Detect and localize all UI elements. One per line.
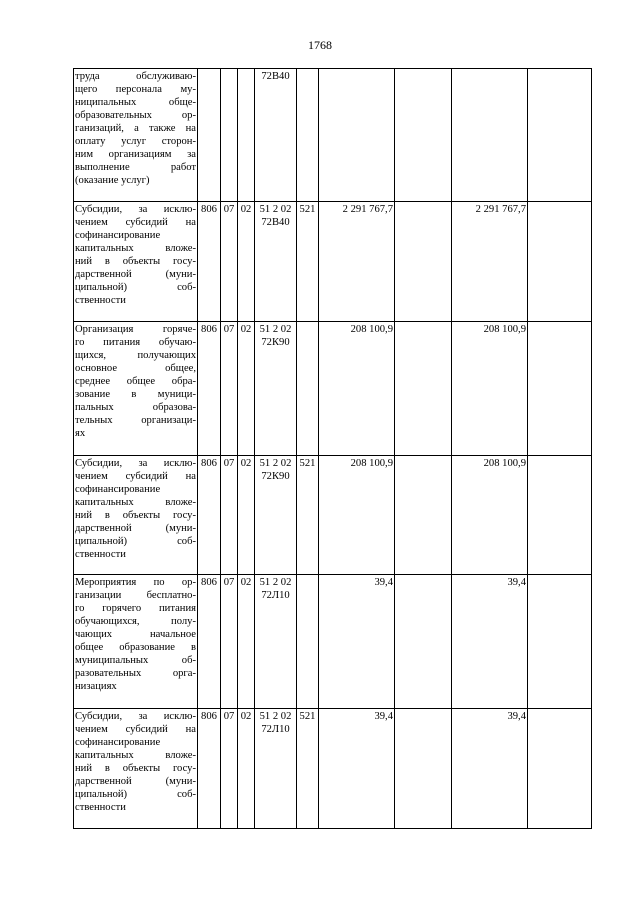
expense-name-line: ниципальных обще- [75, 97, 196, 108]
target-article-line: 51 2 02 [259, 204, 292, 215]
amount-total-cell: 208 100,9 [319, 456, 395, 575]
table-row [74, 456, 592, 575]
expense-type-cell [297, 69, 319, 202]
subsection-code-cell: 02 [238, 322, 255, 456]
amount-cell: 208 100,9 [452, 456, 528, 575]
expense-name-line: обучающихся, полу- [75, 616, 196, 627]
expense-name-line: ний в объекты госу- [75, 510, 196, 521]
expense-name-cell [74, 456, 198, 575]
amount-cell [528, 456, 592, 575]
expense-name-line: (оказание услуг) [75, 175, 150, 186]
expense-name-line: Субсидии, за исклю- [75, 458, 196, 469]
table-row [74, 322, 592, 456]
expense-name-line: основное общее, [75, 363, 196, 374]
target-article-line: 72Л10 [261, 590, 290, 601]
amount-cell [528, 322, 592, 456]
expense-name-cell [74, 202, 198, 322]
expense-name-cell [74, 575, 198, 709]
page-number: 1768 [308, 38, 332, 52]
expense-name-line: чающих начальное [75, 629, 196, 640]
expense-name-line: среднее общее обра- [75, 376, 196, 387]
expense-name-line: капитальных вложе- [75, 497, 196, 508]
target-article-line: 51 2 02 [259, 458, 292, 469]
amount-cell [395, 322, 452, 456]
ministry-code-cell: 806 [198, 202, 221, 322]
expense-name-line: ний в объекты госу- [75, 256, 196, 267]
expense-name-line: чением субсидий на [75, 217, 196, 228]
expense-type-cell: 521 [297, 202, 319, 322]
ministry-code-cell: 806 [198, 575, 221, 709]
expense-name-line: го питания обучаю- [75, 337, 196, 348]
expense-name-line: софинансирование [75, 230, 161, 241]
target-article-line: 72Л10 [261, 724, 290, 735]
subsection-code-cell: 02 [238, 709, 255, 829]
expense-name-line: ганизации бесплатно- [75, 590, 196, 601]
target-article-cell [255, 575, 297, 709]
amount-cell [395, 456, 452, 575]
subsection-code-cell [238, 69, 255, 202]
expense-name-line: дарственной (муни- [75, 269, 196, 280]
target-article-line: 51 2 02 [259, 577, 292, 588]
expense-name-line: тельных организаци- [75, 415, 196, 426]
expense-type-cell [297, 575, 319, 709]
table-row [74, 575, 592, 709]
expense-name-cell [74, 709, 198, 829]
expense-name-line: Субсидии, за исклю- [75, 204, 196, 215]
target-article-cell [255, 709, 297, 829]
amount-cell: 39,4 [452, 575, 528, 709]
expense-name-line: низациях [75, 681, 117, 692]
table-row [74, 709, 592, 829]
expense-name-line: пальных образова- [75, 402, 196, 413]
amount-total-cell: 208 100,9 [319, 322, 395, 456]
expense-name-line: ственности [75, 295, 126, 306]
expense-name-line: ципальной) соб- [75, 789, 196, 800]
ministry-code-cell: 806 [198, 456, 221, 575]
expense-name-line: чением субсидий на [75, 471, 196, 482]
expense-name-line: разовательных орга- [75, 668, 196, 679]
expense-name-line: ципальной) соб- [75, 282, 196, 293]
table-row [74, 69, 592, 202]
expense-name-line: чением субсидий на [75, 724, 196, 735]
expense-type-cell: 521 [297, 709, 319, 829]
expense-name-line: капитальных вложе- [75, 750, 196, 761]
amount-cell [528, 709, 592, 829]
expense-name-line: ганизаций, а также на [75, 123, 196, 134]
expense-name-line: ственности [75, 549, 126, 560]
target-article-cell [255, 322, 297, 456]
expense-name-line: оплату услуг сторон- [75, 136, 196, 147]
expense-name-line: щего персонала му- [75, 84, 196, 95]
amount-cell [528, 202, 592, 322]
subsection-code-cell: 02 [238, 202, 255, 322]
expense-name-line: общее образование в [75, 642, 196, 653]
expense-name-line: Мероприятия по ор- [75, 577, 196, 588]
amount-cell: 208 100,9 [452, 322, 528, 456]
expense-name-line: щихся, получающих [75, 350, 196, 361]
amount-total-cell: 39,4 [319, 575, 395, 709]
expense-name-line: капитальных вложе- [75, 243, 196, 254]
target-article-line: 72В40 [261, 71, 290, 82]
target-article-line: 72В40 [261, 217, 290, 228]
subsection-code-cell: 02 [238, 575, 255, 709]
section-code-cell: 07 [221, 709, 238, 829]
amount-cell: 39,4 [452, 709, 528, 829]
expense-name-line: софинансирование [75, 737, 161, 748]
expense-name-line: образовательных ор- [75, 110, 196, 121]
expense-name-line: Субсидии, за исклю- [75, 711, 196, 722]
amount-cell [528, 575, 592, 709]
expense-name-line: го горячего питания [75, 603, 196, 614]
amount-cell [395, 575, 452, 709]
expense-name-line: дарственной (муни- [75, 776, 196, 787]
target-article-cell [255, 456, 297, 575]
expense-name-line: ний в объекты госу- [75, 763, 196, 774]
expense-name-line: муниципальных об- [75, 655, 196, 666]
target-article-line: 51 2 02 [259, 711, 292, 722]
amount-total-cell [319, 69, 395, 202]
target-article-cell [255, 69, 297, 202]
subsection-code-cell: 02 [238, 456, 255, 575]
ministry-code-cell: 806 [198, 322, 221, 456]
target-article-line: 72К90 [261, 471, 290, 482]
expense-name-line: выполнение работ [75, 162, 196, 173]
target-article-cell [255, 202, 297, 322]
section-code-cell: 07 [221, 575, 238, 709]
section-code-cell: 07 [221, 202, 238, 322]
amount-cell: 2 291 767,7 [452, 202, 528, 322]
amount-total-cell: 2 291 767,7 [319, 202, 395, 322]
target-article-line: 72К90 [261, 337, 290, 348]
expense-name-cell [74, 69, 198, 202]
expense-name-line: ним организациям за [75, 149, 196, 160]
section-code-cell [221, 69, 238, 202]
expense-name-line: софинансирование [75, 484, 161, 495]
expense-name-line: ципальной) соб- [75, 536, 196, 547]
expense-name-line: ственности [75, 802, 126, 813]
expense-name-line: Организация горяче- [75, 324, 196, 335]
amount-cell [395, 202, 452, 322]
expense-name-line: дарственной (муни- [75, 523, 196, 534]
target-article-line: 51 2 02 [259, 324, 292, 335]
budget-table [73, 68, 592, 829]
expense-name-cell [74, 322, 198, 456]
expense-name-line: ях [75, 428, 86, 439]
ministry-code-cell [198, 69, 221, 202]
section-code-cell: 07 [221, 456, 238, 575]
expense-name-line: труда обслуживаю- [75, 71, 196, 82]
expense-type-cell: 521 [297, 456, 319, 575]
amount-cell [395, 709, 452, 829]
amount-cell [528, 69, 592, 202]
amount-cell [395, 69, 452, 202]
amount-total-cell: 39,4 [319, 709, 395, 829]
table-row [74, 202, 592, 322]
ministry-code-cell: 806 [198, 709, 221, 829]
section-code-cell: 07 [221, 322, 238, 456]
expense-type-cell [297, 322, 319, 456]
expense-name-line: зование в муници- [75, 389, 196, 400]
amount-cell [452, 69, 528, 202]
